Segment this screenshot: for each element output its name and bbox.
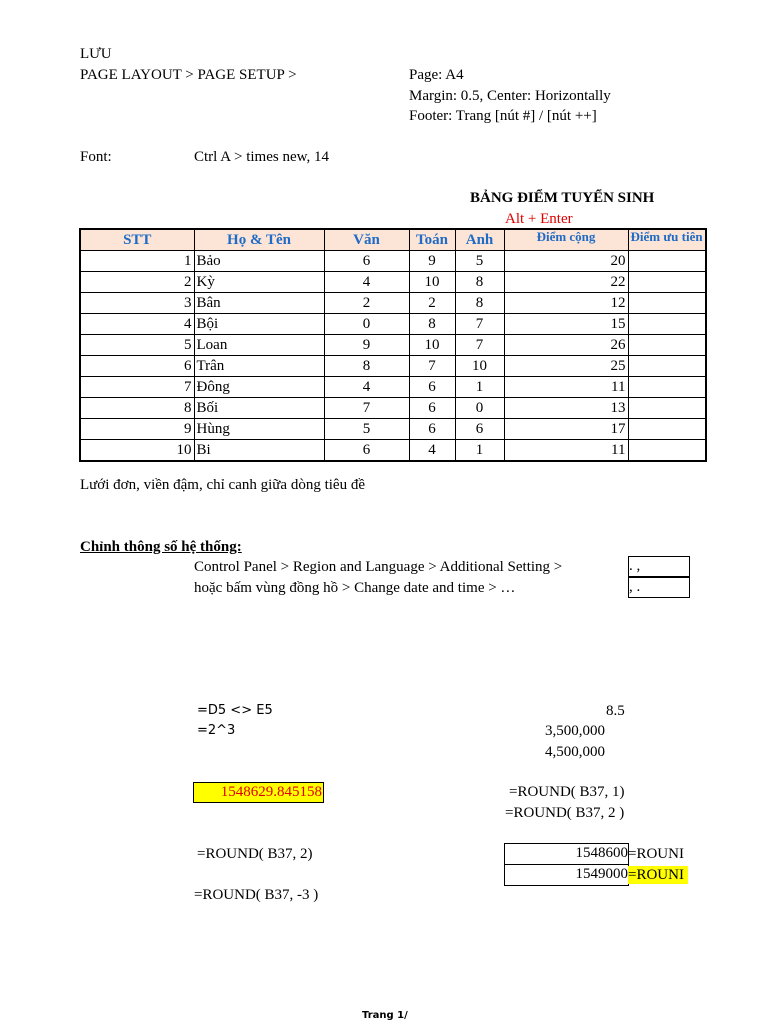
table-row [80, 356, 706, 377]
stt-cell[interactable]: 4 [80, 314, 194, 335]
anh-cell[interactable]: 7 [455, 314, 504, 335]
system-heading: Chỉnh thông số hệ thống: [80, 539, 242, 555]
font-value: Ctrl A > times new, 14 [194, 149, 329, 165]
van-cell[interactable]: 8 [324, 356, 409, 377]
footer-note: Footer: Trang [nút #] / [nút ++] [409, 108, 597, 124]
name-cell[interactable]: Loan [194, 335, 324, 356]
anh-cell[interactable]: 10 [455, 356, 504, 377]
stt-cell[interactable]: 9 [80, 419, 194, 440]
table-row [80, 419, 706, 440]
diem-uu-tien-cell[interactable] [628, 251, 706, 272]
header-anh[interactable]: Anh [455, 229, 504, 251]
van-cell[interactable]: 4 [324, 272, 409, 293]
anh-cell[interactable]: 1 [455, 440, 504, 462]
diem-uu-tien-cell[interactable] [628, 314, 706, 335]
stt-cell[interactable]: 3 [80, 293, 194, 314]
round-formula-2[interactable]: =ROUND( B37, 2 ) [505, 805, 625, 821]
van-cell[interactable]: 5 [324, 419, 409, 440]
diem-cong-cell[interactable]: 15 [504, 314, 628, 335]
round-formula-1[interactable]: =ROUND( B37, 1) [509, 784, 625, 800]
round-result-1[interactable]: 1548600 [504, 843, 629, 865]
header-van[interactable]: Văn [324, 229, 409, 251]
diem-uu-tien-cell[interactable] [628, 335, 706, 356]
name-cell[interactable]: Bân [194, 293, 324, 314]
diem-cong-cell[interactable]: 20 [504, 251, 628, 272]
toan-cell[interactable]: 4 [409, 440, 455, 462]
toan-cell[interactable]: 10 [409, 335, 455, 356]
toan-cell[interactable]: 8 [409, 314, 455, 335]
formula-power[interactable]: =2^3 [197, 723, 236, 738]
table-row [80, 335, 706, 356]
stt-cell[interactable]: 7 [80, 377, 194, 398]
diem-uu-tien-cell[interactable] [628, 272, 706, 293]
van-cell[interactable]: 2 [324, 293, 409, 314]
header-name[interactable]: Họ & Tên [194, 229, 324, 251]
separator-box-1[interactable]: . , [628, 556, 690, 577]
diem-cong-cell[interactable]: 17 [504, 419, 628, 440]
toan-cell[interactable]: 6 [409, 419, 455, 440]
round-result-formula-2[interactable]: =ROUNI [628, 866, 688, 884]
diem-uu-tien-cell[interactable] [628, 440, 706, 462]
stt-cell[interactable]: 6 [80, 356, 194, 377]
van-cell[interactable]: 4 [324, 377, 409, 398]
table-row [80, 440, 706, 462]
page-size-note: Page: A4 [409, 67, 464, 83]
diem-cong-cell[interactable]: 25 [504, 356, 628, 377]
name-cell[interactable]: Bảo [194, 251, 324, 272]
round-formula-4[interactable]: =ROUND( B37, -3 ) [194, 887, 319, 903]
anh-cell[interactable]: 5 [455, 251, 504, 272]
van-cell[interactable]: 0 [324, 314, 409, 335]
font-label: Font: [80, 149, 112, 165]
diem-cong-cell[interactable]: 26 [504, 335, 628, 356]
table-row [80, 251, 706, 272]
value-4500000: 4,500,000 [545, 744, 605, 760]
name-cell[interactable]: Hùng [194, 419, 324, 440]
diem-uu-tien-cell[interactable] [628, 398, 706, 419]
toan-cell[interactable]: 6 [409, 398, 455, 419]
van-cell[interactable]: 6 [324, 251, 409, 272]
luu-label: LƯU [80, 46, 112, 62]
margin-note: Margin: 0.5, Center: Horizontally [409, 88, 611, 104]
name-cell[interactable]: Bội [194, 314, 324, 335]
toan-cell[interactable]: 9 [409, 251, 455, 272]
table-row [80, 377, 706, 398]
header-diem-cong[interactable]: Điểm cộng [504, 229, 628, 251]
diem-uu-tien-cell[interactable] [628, 356, 706, 377]
value-3500000: 3,500,000 [545, 723, 605, 739]
anh-cell[interactable]: 0 [455, 398, 504, 419]
toan-cell[interactable]: 2 [409, 293, 455, 314]
round-result-2[interactable]: 1549000 [504, 864, 629, 886]
page-setup-path: PAGE LAYOUT > PAGE SETUP > [80, 67, 297, 83]
anh-cell[interactable]: 6 [455, 419, 504, 440]
table-row [80, 293, 706, 314]
table-row [80, 314, 706, 335]
diem-uu-tien-cell[interactable] [628, 293, 706, 314]
name-cell[interactable]: Trân [194, 356, 324, 377]
anh-cell[interactable]: 8 [455, 293, 504, 314]
stt-cell[interactable]: 1 [80, 251, 194, 272]
anh-cell[interactable]: 7 [455, 335, 504, 356]
toan-cell[interactable]: 10 [409, 272, 455, 293]
round-result-formula-1[interactable]: =ROUNI [628, 846, 684, 862]
system-line-1: Control Panel > Region and Language > Additional Setting > [194, 559, 563, 575]
toan-cell[interactable]: 7 [409, 356, 455, 377]
separator-box-2[interactable]: , . [628, 577, 690, 598]
table-title: BẢNG ĐIỂM TUYỂN SINH [470, 190, 655, 206]
toan-cell[interactable]: 6 [409, 377, 455, 398]
stt-cell[interactable]: 10 [80, 440, 194, 462]
anh-cell[interactable]: 8 [455, 272, 504, 293]
van-cell[interactable]: 7 [324, 398, 409, 419]
diem-uu-tien-cell[interactable] [628, 377, 706, 398]
name-cell[interactable]: Đông [194, 377, 324, 398]
system-line-2: hoặc bấm vùng đồng hồ > Change date and time > … [194, 580, 516, 596]
name-cell[interactable]: Bi [194, 440, 324, 462]
stt-cell[interactable]: 5 [80, 335, 194, 356]
highlighted-number-cell[interactable]: 1548629.845158 [193, 782, 324, 803]
anh-cell[interactable]: 1 [455, 377, 504, 398]
diem-cong-cell[interactable]: 11 [504, 440, 628, 462]
table-row [80, 398, 706, 419]
diem-cong-cell[interactable]: 11 [504, 377, 628, 398]
table-row [80, 272, 706, 293]
alt-enter-note: Alt + Enter [505, 211, 573, 227]
score-table [79, 228, 707, 462]
diem-cong-cell[interactable]: 13 [504, 398, 628, 419]
name-cell[interactable]: Kỳ [194, 272, 324, 293]
round-formula-3[interactable]: =ROUND( B37, 2) [197, 846, 313, 862]
diem-cong-cell[interactable]: 22 [504, 272, 628, 293]
stt-cell[interactable]: 8 [80, 398, 194, 419]
table-caption: Lưới đơn, viền đậm, chỉ canh giữa dòng tiêu đề [80, 477, 365, 493]
name-cell[interactable]: Bối [194, 398, 324, 419]
header-toan[interactable]: Toán [409, 229, 455, 251]
table-header-row [80, 229, 706, 251]
page-footer: Trang 1/ [362, 1010, 408, 1021]
formula-compare[interactable]: =D5 <> E5 [197, 703, 273, 718]
van-cell[interactable]: 6 [324, 440, 409, 462]
diem-uu-tien-cell[interactable] [628, 419, 706, 440]
diem-cong-cell[interactable]: 12 [504, 293, 628, 314]
value-8-5: 8.5 [606, 703, 625, 719]
header-stt[interactable]: STT [80, 229, 194, 251]
van-cell[interactable]: 9 [324, 335, 409, 356]
header-diem-uu-tien[interactable]: Điểm ưu tiên [628, 229, 706, 251]
stt-cell[interactable]: 2 [80, 272, 194, 293]
